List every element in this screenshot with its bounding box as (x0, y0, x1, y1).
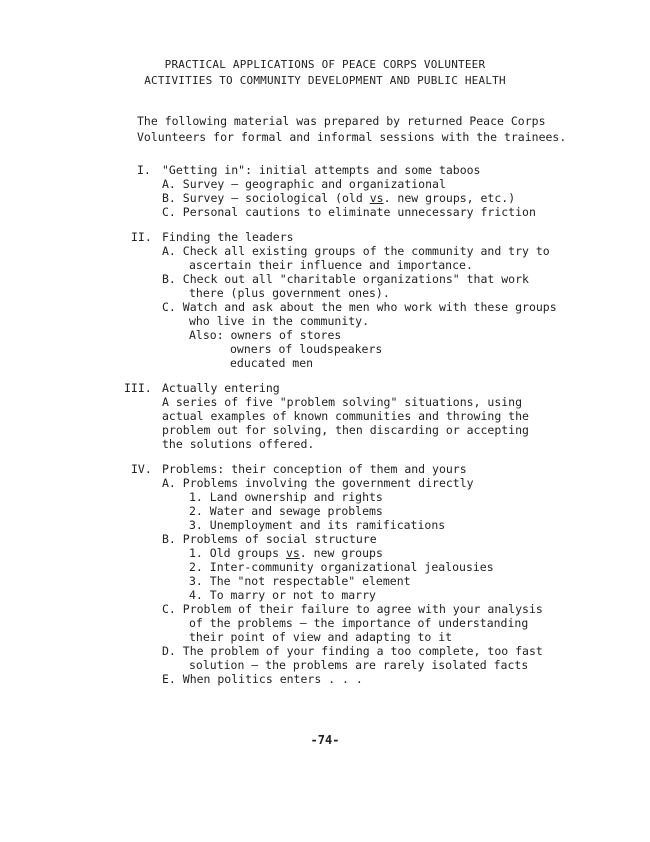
section-1-item-c: C. Personal cautions to eliminate unnecessary friction (162, 205, 536, 219)
section-2-also: Also: owners of stores (189, 328, 342, 342)
section-4-item-b-1-vs: vs (285, 546, 300, 560)
section-2-item-b-line-2: there (plus government ones). (189, 286, 390, 300)
section-2-item-c-line-1: C. Watch and ask about the men who work with these groups (162, 300, 557, 314)
page-number: -74- (310, 733, 340, 747)
section-1-item-b-text: B. Survey — sociological (old (162, 191, 370, 205)
title-line-1: PRACTICAL APPLICATIONS OF PEACE CORPS VOLUNTEER (164, 58, 486, 71)
intro-paragraph (137, 113, 577, 145)
section-4-item-b-1-text: 1. Old groups (189, 546, 286, 560)
section-4-item-b-2: 2. Inter-community organizational jealousies (189, 560, 494, 574)
section-3-para-line-3: problem out for solving, then discarding or accepting (162, 423, 529, 437)
section-4-heading: Problems: their conception of them and yours (162, 462, 467, 476)
section-3-para-line-4: the solutions offered. (162, 437, 315, 451)
section-4-item-d-line-2: solution — the problems are rarely isolated facts (189, 658, 529, 672)
section-1-item-b-rest: . new groups, etc.) (383, 191, 516, 205)
section-2-item-c-line-2: who live in the community. (189, 314, 370, 328)
section-4-number: IV. (131, 462, 152, 476)
section-1-heading: "Getting in": initial attempts and some taboos (162, 163, 481, 177)
section-1-item-b (162, 191, 515, 205)
section-3-para-line-1: A series of five "problem solving" situations, using (162, 395, 523, 409)
section-4-item-d-line-1: D. The problem of your finding a too complete, too fast (162, 644, 543, 658)
intro-line-1: The following material was prepared by returned Peace Corps (137, 114, 546, 128)
section-2-also-2: owners of loudspeakers (230, 342, 383, 356)
section-2-item-b-line-1: B. Check out all "charitable organizations" that work (162, 272, 529, 286)
section-3-number: III. (124, 381, 152, 395)
section-4-item-b-4: 4. To marry or not to marry (189, 588, 376, 602)
section-4-item-b-1-rest: . new groups (299, 546, 383, 560)
section-2-number: II. (131, 230, 152, 244)
section-4-item-b-3: 3. The "not respectable" element (189, 574, 411, 588)
section-2-heading: Finding the leaders (162, 230, 294, 244)
section-3-heading: Actually entering (162, 381, 280, 395)
section-2-item-a-line-1: A. Check all existing groups of the community and try to (162, 244, 550, 258)
section-2-item-a-line-2: ascertain their influence and importance. (189, 258, 473, 272)
section-4-item-e: E. When politics enters . . . (162, 672, 363, 686)
section-4-item-a: A. Problems involving the government directly (162, 476, 474, 490)
section-4-item-c-line-1: C. Problem of their failure to agree with your analysis (162, 602, 543, 616)
section-1-item-b-vs: vs (369, 191, 384, 205)
section-2-also-3: educated men (230, 356, 314, 370)
intro-line-2: Volunteers for formal and informal sessions with the trainees. (137, 130, 567, 144)
section-4-item-a-2: 2. Water and sewage problems (189, 504, 383, 518)
section-4-item-a-1: 1. Land ownership and rights (189, 490, 383, 504)
section-4-item-c-line-3: their point of view and adapting to it (189, 630, 453, 644)
section-1-number: I. (137, 163, 151, 177)
section-4-item-b: B. Problems of social structure (162, 532, 377, 546)
section-4-item-b-1 (189, 546, 383, 560)
section-4-item-a-3: 3. Unemployment and its ramifications (189, 518, 446, 532)
title-line-2: ACTIVITIES TO COMMUNITY DEVELOPMENT AND PUBLIC HEALTH (144, 74, 506, 87)
section-3-para-line-2: actual examples of known communities and throwing the (162, 409, 529, 423)
section-1-item-a: A. Survey — geographic and organizational (162, 177, 446, 191)
section-4-item-c-line-2: of the problems — the importance of understanding (189, 616, 529, 630)
